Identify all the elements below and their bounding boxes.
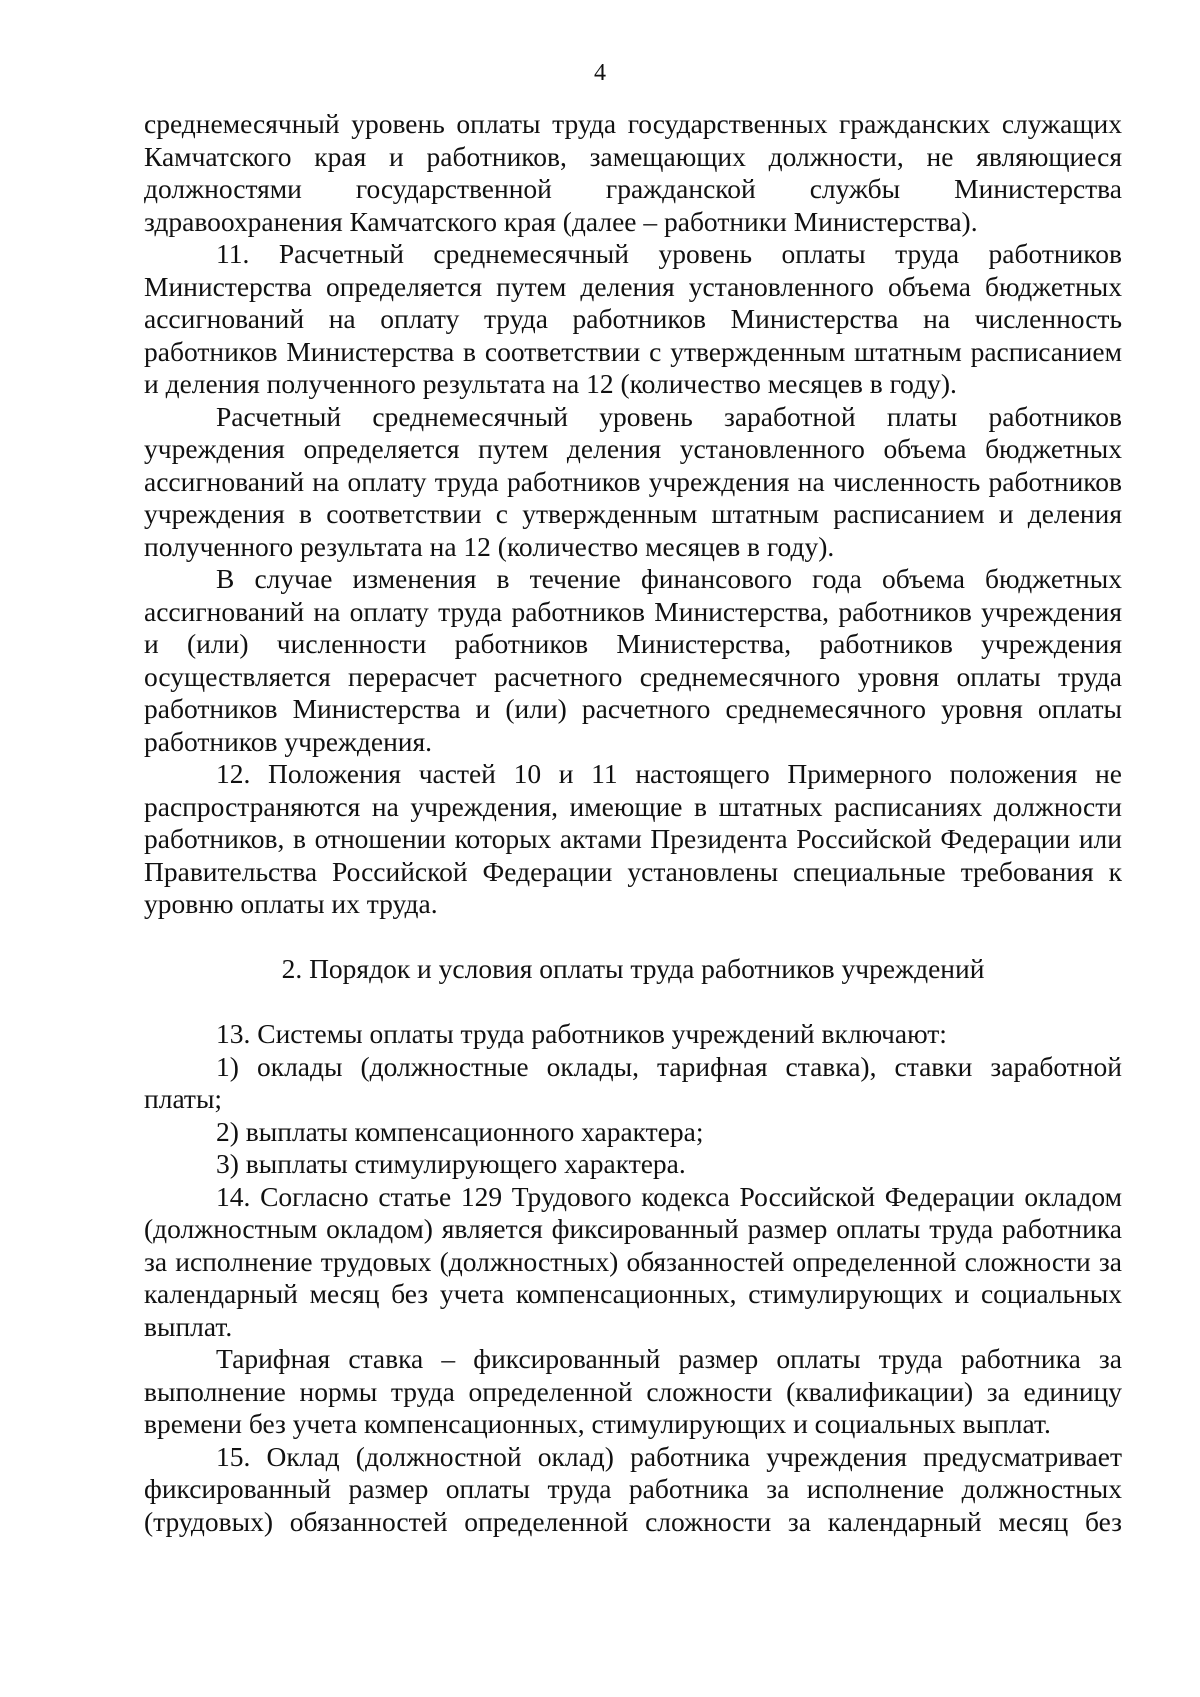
paragraph-item-14: 14. Согласно статье 129 Трудового кодекса Российской Федерации окладом (должностным окладом) является фиксированный размер оплаты труда работника за исполнение трудовых (должностных) обязанностей определенной сложности за календарный месяц без учета компенсационных, стимулирующих и социальных выплат. (144, 1180, 1122, 1342)
list-item-2: 2) выплаты компенсационного характера; (216, 1115, 704, 1147)
paragraph-item-12: 12. Положения частей 10 и 11 настоящего Примерного положения не распространяются на учреждения, имеющие в штатных расписаниях должности работников, в отношении которых актами Президента Российской Федерации или Правительства Российской Федерации установлены специальные требования к уровню оплаты их труда. (144, 758, 1122, 919)
paragraph-continuation: среднемесячный уровень оплаты труда государственных гражданских служащих Камчатского края и работников, замещающих должности, не являющиеся должностями государственной гражданской службы Министерства здравоохранения Камчатского края (далее – работники Министерства). (144, 108, 1122, 237)
paragraph-recalculation: В случае изменения в течение финансового года объема бюджетных ассигнований на оплату труда работников Министерства, работников учреждения и (или) численности работников Министерства, работников учреждения осуществляется перерасчет расчетного среднемесячного уровня оплаты труда работников Министерства и (или) расчетного среднемесячного уровня оплаты работников учреждения. (144, 563, 1122, 757)
list-item-1: 1) оклады (должностные оклады, тарифная ставка), ставки заработной платы; (144, 1050, 1122, 1114)
paragraph-institution-salary: Расчетный среднемесячный уровень заработной платы работников учреждения определяется путем деления установленного объема бюджетных ассигнований на оплату труда работников учреждения на численность работников учреждения в соответствии с утвержденным штатным расписанием и деления полученного результата на 12 (количество месяцев в году). (144, 400, 1122, 562)
section-heading: 2. Порядок и условия оплаты труда работников учреждений (281, 952, 985, 984)
paragraph-item-13: 13. Системы оплаты труда работников учреждений включают: (216, 1018, 947, 1049)
list-item-3: 3) выплаты стимулирующего характера. (216, 1148, 686, 1179)
paragraph-item-11: 11. Расчетный среднемесячный уровень оплаты труда работников Министерства определяется путем деления установленного объема бюджетных ассигнований на оплату труда работников Министерства на численность работников Министерства в соответствии с утвержденным штатным расписанием и деления полученного результата на 12 (количество месяцев в году). (144, 238, 1122, 399)
page-number: 4 (594, 60, 606, 86)
document-body (144, 108, 1122, 1538)
paragraph-item-15: 15. Оклад (должностной оклад) работника учреждения предусматривает фиксированный размер оплаты труда работника за исполнение должностных (трудовых) обязанностей определенной сложности за календарный месяц без (144, 1440, 1122, 1537)
paragraph-tariff-rate: Тарифная ставка – фиксированный размер оплаты труда работника за выполнение нормы труда определенной сложности (квалификации) за единицу времени без учета компенсационных, стимулирующих и социальных выплат. (144, 1343, 1122, 1439)
